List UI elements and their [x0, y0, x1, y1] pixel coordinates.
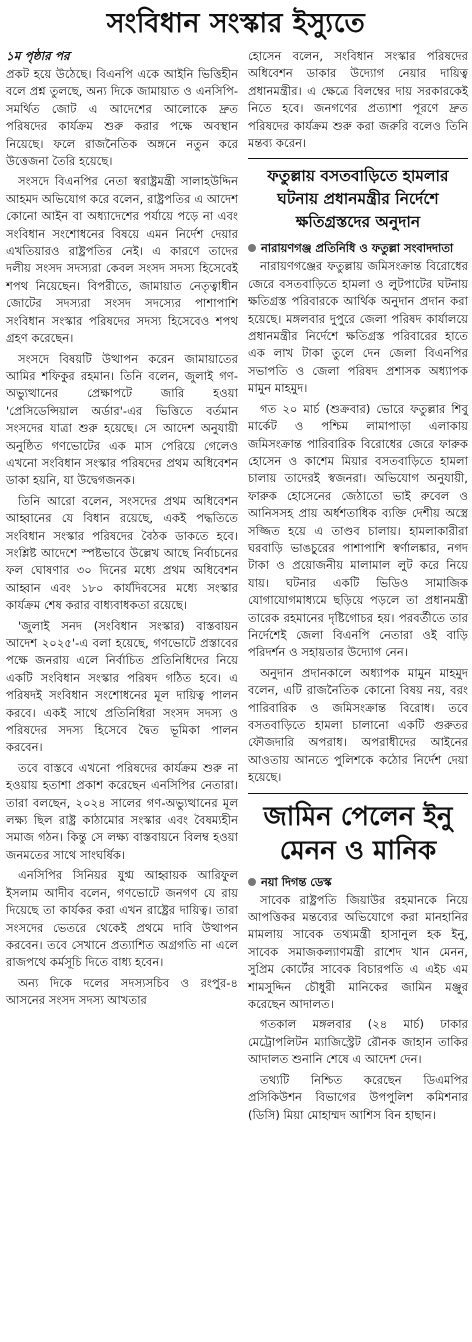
byline-text: নারায়ণগঞ্জ প্রতিনিধি ও ফতুল্লা সংবাদদাতা [261, 241, 454, 256]
story-divider [248, 793, 468, 794]
article-paragraph: সংসদে বিএনপির নেতা স্বরাষ্ট্রমন্ত্রী সালাহউদ্দিন আহমদ অভিযোগ করে বলেন, রাষ্ট্রপতির এ আদেশ কোনো আইন বা অধ্যাদেশের পর্যায়ে পড়ে না এবং সংবিধান সংশোধনের বিষয়ে এমন নির্দেশ দেয়ার এখতিয়ারও রাষ্ট্রপতির নেই। এ কারণে তাদের দলীয় সংসদ সদস্যরা কেবল সংসদ সদস্য হিসেবেই শপথ নিয়েছেন। বিপরীতে, জামায়াত নেতৃত্বাধীন জোটের সদস্যরা সংসদ সদস্যের পাশাপাশি সংবিধান সংস্কার পরিষদের সদস্য হিসেবেও শপথ গ্রহণ করেছেন। [6, 174, 238, 346]
article-paragraph: 'জুলাই সনদ (সংবিধান সংস্কার) বাস্তবায়ন আদেশ ২০২৫'-এ বলা হয়েছে, গণভোটে প্রস্তাবের পক্ষে জনরায় এলে নির্বাচিত প্রতিনিধিদের নিয়ে একটি সংবিধান সংস্কার পরিষদ গঠিত হবে। এ পরিষদই সংবিধান সংশোধনের মূল দায়িত্ব পালন করবে। একই সাথে প্রতিনিধিরা সংসদ সদস্য ও পরিষদের সদস্য হিসেবে দ্বৈত ভূমিকা পালন করবেন। [6, 618, 238, 755]
article-paragraph: সংসদে বিষয়টি উত্থাপন করেন জামায়াতের আমির শফিকুর রহমান। তিনি বলেন, জুলাই গণ-অভ্যুত্থানের প্রেক্ষাপটে জারি হওয়া 'প্রেসিডেন্সিয়াল অর্ডার'-এর ভিত্তিতে বর্তমান সংসদের যাত্রা শুরু হয়েছে। সে আদেশ অনুযায়ী অনুষ্ঠিত গণভোটের এক মাস পেরিয়ে গেলেও এখনো সংবিধান সংস্কার পরিষদের প্রথম অধিবেশন ডাকা হয়নি, যা উদ্বেগজনক। [6, 351, 238, 488]
left-column [6, 48, 238, 1013]
article-paragraph: গতকাল মঙ্গলবার (২৪ মার্চ) ঢাকার মেট্রোপলিটন ম্যাজিস্ট্রেট রৌনক জাহান তাকির আদালত শুনানি শেষে এ আদেশ দেন। [248, 1017, 468, 1067]
article-paragraph: অন্য দিকে দলের সদস্যসচিব ও রংপুর-৪ আসনের সংসদ সদস্য আখতার [6, 975, 238, 1008]
article-paragraph: তবে বাস্তবে এখনো পরিষদের কার্যক্রম শুরু না হওয়ায় হতাশা প্রকাশ করেছেন এনসিপির নেতারা। তারা বলছেন, ২০২৪ সালের গণ-অভ্যুত্থানের মূল লক্ষ্য ছিল রাষ্ট্র কাঠামোর সংস্কার এবং বৈষম্যহীন সমাজ গঠন। কিন্তু সে লক্ষ্য বাস্তবায়নে বিলম্ব হওয়া জনমতের সাথে সাংঘর্ষিক। [6, 760, 238, 862]
page-headline: সংবিধান সংস্কার ইস্যুতে [106, 8, 366, 39]
story-headline-fatullah: ফতুল্লায় বসতবাড়িতে হামলার ঘটনায় প্রধানমন্ত্রীর নির্দেশে ক্ষতিগ্রস্তদের অনুদান [267, 167, 449, 232]
article-paragraph: প্রকট হয়ে উঠেছে। বিএনপি একে আইনি ভিত্তিহীন বলে প্রশ্ন তুলছে, অন্য দিকে জামায়াত ও এনসিপি-সমর্থিত জোট এ আদেশের আলোকে দ্রুত পরিষদের কার্যক্রম শুরু করার পক্ষে অবস্থান নিয়েছে। ফলে রাজনৈতিক অঙ্গনে নতুন করে উত্তেজনা তৈরি হয়েছে। [6, 67, 238, 169]
article-paragraph: অনুদান প্রদানকালে অধ্যাপক মামুন মাহমুদ বলেন, এটি রাজনৈতিক কোনো বিষয় নয়, বরং পারিবারিক ও জমিসংক্রান্ত বিরোধ। তবে বসতবাড়িতে হামলা চালানো একটি গুরুতর ফৌজদারি অপরাধ। অপরাধীদের আইনের আওতায় আনতে পুলিশকে কঠোর নির্দেশ দেয়া হয়েছে। [248, 665, 468, 785]
right-column [248, 48, 468, 1127]
story-divider [248, 158, 468, 159]
byline-text: নয়া দিগন্ত ডেস্ক [261, 874, 332, 889]
story-byline [248, 240, 468, 256]
bullet-icon [248, 878, 256, 886]
article-paragraph: সাবেক রাষ্ট্রপতি জিয়াউর রহমানকে নিয়ে আপত্তিকর মন্তব্যের অভিযোগে করা মানহানির মামলায় সাবেক তথ্যমন্ত্রী হাসানুল হক ইনু, সাবেক সমাজকল্যাণমন্ত্রী রাশেদ খান মেনন, সুপ্রিম কোর্টের সাবেক বিচারপতি এ এইচ এম শামসুদ্দিন চৌধুরী মানিকের জামিন মঞ্জুর করেছেন আদালত। [248, 892, 468, 1012]
story-headline-bail: জামিন পেলেন ইনু মেনন ও মানিক [263, 801, 453, 866]
article-continuation: হোসেন বলেন, সংবিধান সংস্কার পরিষদের অধিবেশন ডাকার উদ্যোগ নেয়ার দায়িত্ব প্রধানমন্ত্রীর। এ ক্ষেত্রে বিলম্বের দায় সরকারকেই নিতে হবে। জনগণের প্রত্যাশা পূরণে দ্রুত পরিষদের কার্যক্রম শুরু করা জরুরি বলেও তিনি মন্তব্য করেন। [248, 49, 468, 151]
bullet-icon [248, 244, 256, 252]
page-continuation-ref: ১ম পৃষ্ঠার পর [6, 49, 70, 63]
story-byline [248, 874, 468, 890]
article-paragraph: নারায়ণগঞ্জের ফতুল্লায় জমিসংক্রান্ত বিরোধের জেরে বসতবাড়িতে হামলা ও লুটপাটের ঘটনায় ক্ষতিগ্রস্ত পরিবারকে আর্থিক অনুদান প্রদান করা হয়েছে। মঙ্গলবার দুপুরে জেলা পরিষদ কার্যালয়ে প্রধানমন্ত্রীর নির্দেশে ক্ষতিগ্রস্ত পরিবারের হাতে এক লাখ টাকা তুলে দেন জেলা বিএনপির সভাপতি ও জেলা পরিষদ প্রশাসক অধ্যাপক মামুন মাহমুদ। [248, 259, 468, 396]
article-paragraph: তিনি আরো বলেন, সংসদের প্রথম অধিবেশন আহ্বানের যে বিধান রয়েছে, একই পদ্ধতিতে সংবিধান সংস্কার পরিষদের বৈঠক ডাকতে হবে। সংশ্লিষ্ট আদেশে স্পষ্টভাবে উল্লেখ আছে নির্বাচনের ফল ঘোষণার ৩০ দিনের মধ্যে প্রথম অধিবেশন আহ্বান এবং ১৮০ কার্যদিবসের মধ্যে সংস্কার কার্যক্রম শেষ করার বাধ্যবাধকতা রয়েছে। [6, 493, 238, 613]
article-paragraph: তথ্যটি নিশ্চিত করেছেন ডিএমপির প্রসিকিউশন বিভাগের উপপুলিশ কমিশনার (ডিসি) মিয়া মোহাম্মদ আশিস বিন হাছান। [248, 1072, 468, 1122]
article-paragraph: গত ২০ মার্চ (শুক্রবার) ভোরে ফতুল্লার শিবু মার্কেট ও পশ্চিম লামাপাড়া এলাকায় জমিসংক্রান্ত পারিবারিক বিরোধের জেরে ফারুক হোসেন ও কাশেম মিয়ার বসতবাড়িতে হামলা চালায় তাদেরই স্বজনরা। অভিযোগ অনুযায়ী, ফারুক হোসেনের জেঠাতো ভাই রুবেল ও আনিসসহ প্রায় অর্ধশতাধিক ব্যক্তি দেশীয় অস্ত্রে সজ্জিত হয়ে এ তাণ্ডব চালায়। হামলাকারীরা ঘরবাড়ি ভাঙচুরের পাশাপাশি স্বর্ণালঙ্কার, নগদ টাকা ও প্রয়োজনীয় মালামাল লুট করে নিয়ে যায়। ঘটনার একটি ভিডিও সামাজিক যোগাযোগমাধ্যমে ছড়িয়ে পড়লে তা প্রধানমন্ত্রী তারেক রহমানের দৃষ্টিগোচর হয়। পরবর্তীতে তার নির্দেশেই জেলা বিএনপি নেতারা ওই বাড়ি পরিদর্শন ও সহায়তার উদ্যোগ নেন। [248, 401, 468, 660]
article-paragraph: এনসিপির সিনিয়র যুগ্ম আহ্বায়ক আরিফুল ইসলাম আদীব বলেন, গণভোটে জনগণ যে রায় দিয়েছে তা কার্যকর করা এখন রাষ্ট্রের দায়িত্ব। তারা সংসদের ভেতরে থেকেই প্রথমে দাবি উত্থাপন করবেন। তবে সেখানে প্রত্যাশিত অগ্রগতি না এলে রাজপথে কর্মসূচি দিতে বাধ্য হবেন। [6, 868, 238, 970]
